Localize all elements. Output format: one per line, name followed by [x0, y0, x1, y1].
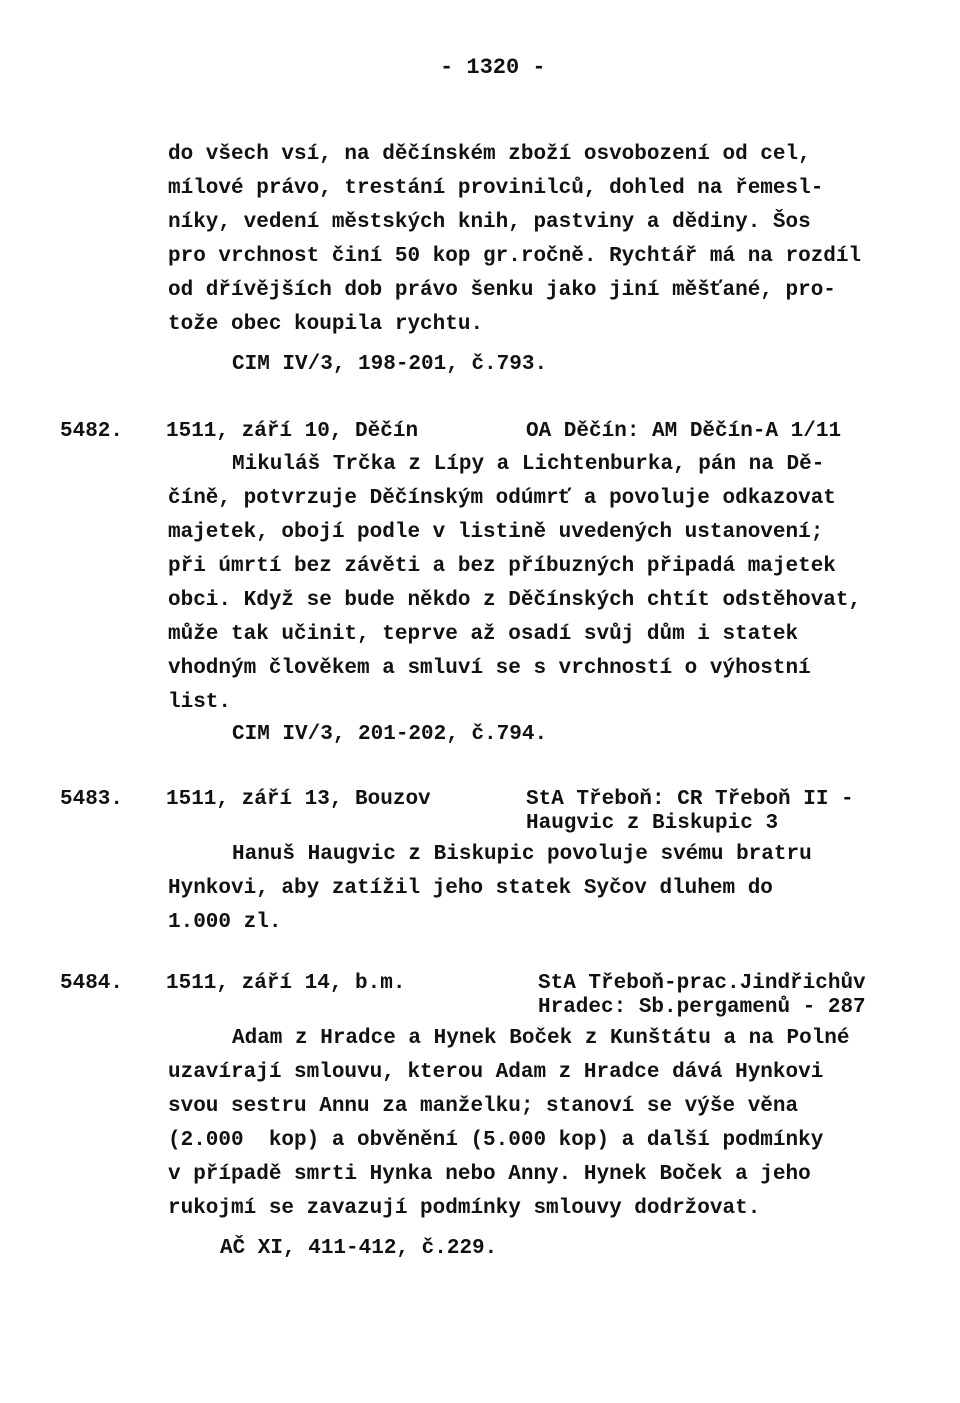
text-line: pro vrchnost činí 50 kop gr.ročně. Rychtář má na rozdíl [168, 245, 862, 268]
text-line: 1.000 zl. [168, 911, 282, 934]
text-line: rukojmí se zavazují podmínky smlouvy dodržovat. [168, 1197, 761, 1220]
text-line: v případě smrti Hynka nebo Anny. Hynek Boček a jeho [168, 1163, 811, 1186]
archive-reference: StA Třeboň: CR Třeboň II - [526, 788, 854, 811]
text-line: mílové právo, trestání provinilců, dohled na řemesl- [168, 177, 824, 200]
entry-number: 5484. [60, 972, 124, 995]
text-line: Hynkovi, aby zatížil jeho statek Syčov dluhem do [168, 877, 773, 900]
text-line: Mikuláš Trčka z Lípy a Lichtenburka, pán na Dě- [232, 453, 825, 476]
page-number: - 1320 - [440, 55, 546, 80]
text-line: číně, potvrzuje Děčínským odúmrť a povoluje odkazovat [168, 487, 836, 510]
text-line: Adam z Hradce a Hynek Boček z Kunštátu a na Polné [232, 1027, 850, 1050]
text-line: od dřívějších dob právo šenku jako jiní měšťané, pro- [168, 279, 836, 302]
archive-reference: Hradec: Sb.pergamenů - 287 [538, 996, 866, 1019]
archive-reference: StA Třeboň-prac.Jindřichův [538, 972, 866, 995]
text-line: při úmrtí bez závěti a bez příbuzných připadá majetek [168, 555, 836, 578]
archive-reference: OA Děčín: AM Děčín-A 1/11 [526, 420, 842, 443]
text-line: uzavírají smlouvu, kterou Adam z Hradce dává Hynkovi [168, 1061, 824, 1084]
text-line: obci. Když se bude někdo z Děčínských chtít odstěhovat, [168, 589, 862, 612]
entry-date-place: 1511, září 10, Děčín [166, 420, 419, 443]
text-line: může tak učinit, teprve až osadí svůj dům i statek [168, 623, 799, 646]
text-line: majetek, obojí podle v listině uvedených ustanovení; [168, 521, 824, 544]
entry-date-place: 1511, září 14, b.m. [166, 972, 406, 995]
text-line: svou sestru Annu za manželku; stanoví se výše věna [168, 1095, 799, 1118]
citation: AČ XI, 411-412, č.229. [220, 1237, 498, 1260]
text-line: vhodným člověkem a smluví se s vrchností o výhostní [168, 657, 811, 680]
text-line: do všech vsí, na děčínském zboží osvobození od cel, [168, 143, 811, 166]
citation: CIM IV/3, 198-201, č.793. [232, 353, 548, 376]
entry-date-place: 1511, září 13, Bouzov [166, 788, 431, 811]
archive-reference: Haugvic z Biskupic 3 [526, 812, 779, 835]
text-line: Hanuš Haugvic z Biskupic povoluje svému bratru [232, 843, 812, 866]
text-line: tože obec koupila rychtu. [168, 313, 484, 336]
citation: CIM IV/3, 201-202, č.794. [232, 723, 548, 746]
entry-number: 5482. [60, 420, 124, 443]
entry-number: 5483. [60, 788, 124, 811]
text-line: níky, vedení městských knih, pastviny a dědiny. Šos [168, 211, 811, 234]
text-line: list. [168, 691, 232, 714]
text-line: (2.000 kop) a obvěnění (5.000 kop) a další podmínky [168, 1129, 824, 1152]
